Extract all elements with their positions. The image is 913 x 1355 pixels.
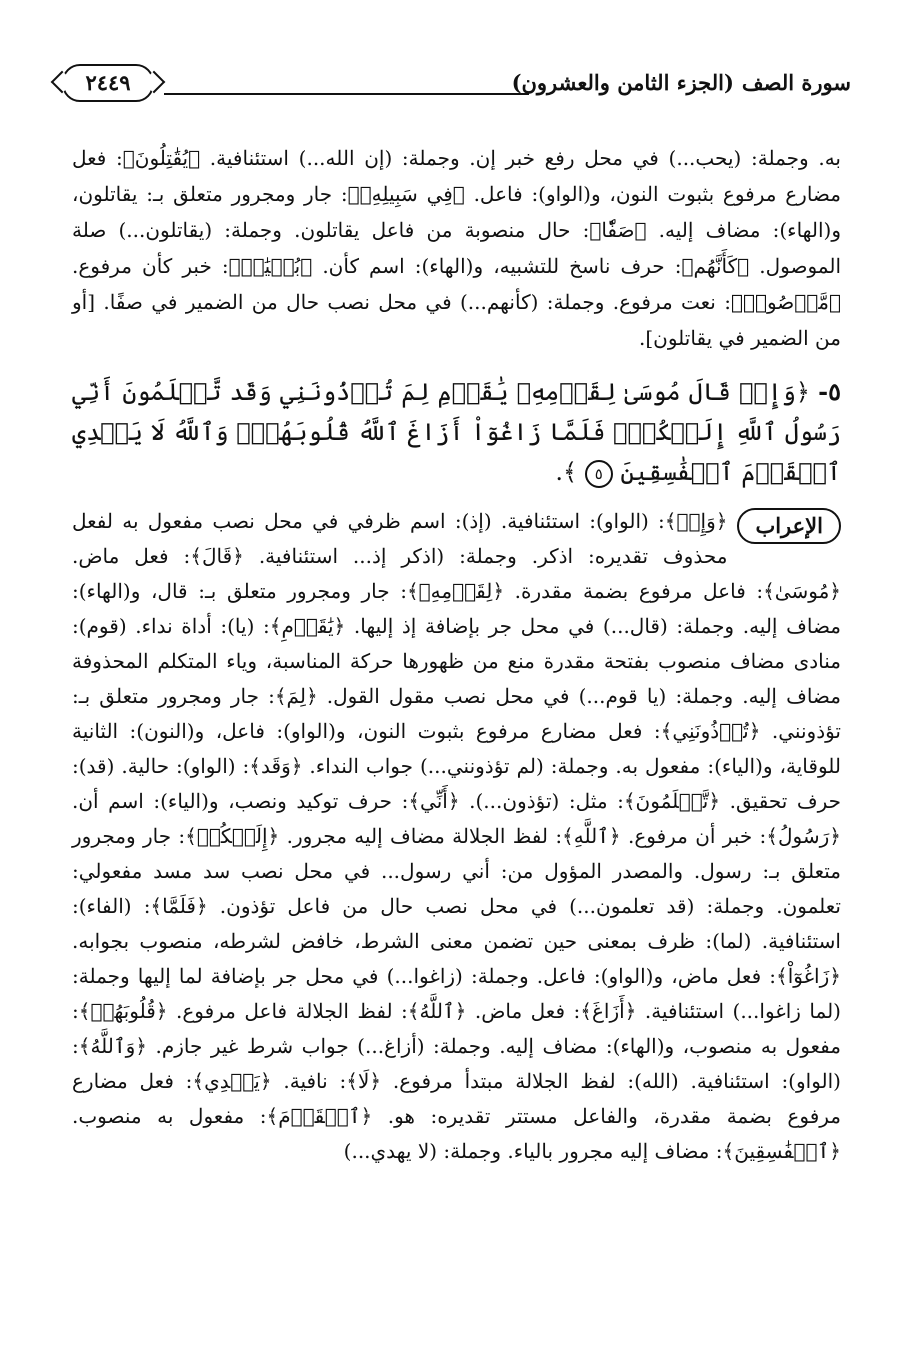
surah-name: سورة الصف xyxy=(741,70,851,95)
irab-label: الإعراب xyxy=(737,508,841,544)
intro-paragraph: به. وجملة: (يحب...) في محل رفع خبر إن. وجملة: (إن الله...) استئنافية. ﴿يُقَٰتِلُونَ﴾: فعل مضارع مرفوع بثبوت النون، و(الواو): فاعل. ﴿فِي سَبِيلِهِۦ﴾: جار ومجرور متعلق بـ: يقاتلون، و(الهاء): مضاف إليه. ﴿صَفّٗا﴾: حال منصوبة من فاعل يقاتلون. وجملة: (يقاتلون...) صلة الموصول. ﴿كَأَنَّهُم﴾: حرف ناسخ للتشبيه، و(الهاء): اسم كأن. ﴿بُنۡيَٰنٞ﴾: خبر كأن مرفوع. ﴿مَّرۡصُوصٞ﴾: نعت مرفوع. وجملة: (كأنهم...) في محل نصب حال من الضمير في صفًا. [أو من الضمير في يقاتلون]. xyxy=(72,146,841,350)
irab-section xyxy=(72,504,841,1169)
verse-number: ٥- xyxy=(818,377,841,406)
ayah-marker: ٥ xyxy=(585,460,613,488)
page-number: ٢٤٤٩ xyxy=(62,64,154,102)
running-title xyxy=(512,70,851,95)
verse-closing: ﴾. xyxy=(555,458,578,486)
header-rule xyxy=(164,93,529,95)
juz-name: (الجزء الثامن والعشرون) xyxy=(511,70,734,95)
quran-verse xyxy=(72,372,841,492)
page-header xyxy=(62,60,851,108)
verse-text: ﴿وَإِذۡ قَالَ مُوسَىٰ لِقَوۡمِهِۦ يَٰقَوۡمِ لِمَ تُؤۡذُونَنِي وَقَد تَّعۡلَمُونَ أَنِّي رَسُولُ ٱللَّهِ إِلَيۡكُمۡۖ فَلَمَّا زَاغُوٓاْ أَزَاغَ ٱللَّهُ قُلُوبَهُمۡۚ وَٱللَّهُ لَا يَهۡدِي ٱلۡقَوۡمَ ٱلۡفَٰسِقِينَ xyxy=(72,378,841,486)
irab-text: ﴿وَإِذۡ﴾: (الواو): استئنافية. (إذ): اسم ظرفي في محل نصب مفعول به لفعل محذوف تقديره: اذكر. وجملة: (اذكر إذ... استئنافية. ﴿قَالَ﴾: فعل ماض. ﴿مُوسَىٰ﴾: فاعل مرفوع بضمة مقدرة. ﴿لِقَوۡمِهِۦ﴾: جار ومجرور متعلق بـ: قال، و(الهاء): مضاف إليه. وجملة: (قال...) في محل جر بإضافة إذ إليها. ﴿يَٰقَوۡمِ﴾: (يا): أداة نداء. (قوم): منادى مضاف منصوب بفتحة مقدرة منع من ظهورها حركة المناسبة، وياء المتكلم المحذوفة مضاف إليه. وجملة: (يا قوم...) في محل نصب مقول القول. ﴿لِمَ﴾: جار ومجرور متعلق بـ: تؤذونني. ﴿تُؤۡذُونَنِي﴾: فعل مضارع مرفوع بثبوت النون، و(الواو): فاعل، و(النون): الثانية للوقاية، و(الياء): مفعول به. وجملة: (لم تؤذونني...) جواب النداء. ﴿وَقَد﴾: (الواو): حالية. (قد): حرف تحقيق. ﴿تَّعۡلَمُونَ﴾: مثل: (تؤذون...). ﴿أَنِّي﴾: حرف توكيد ونصب، و(الياء): اسم أن. ﴿رَسُولُ﴾: خبر أن مرفوع. ﴿ٱللَّهِ﴾: لفظ الجلالة مضاف إليه مجرور. ﴿إِلَيۡكُمۡ﴾: جار ومجرور متعلق بـ: رسول. والمصدر المؤول من: أني رسول... في محل نصب سد مسد مفعولي: تعلمون. وجملة: (قد تعلمون...) في محل نصب حال من فاعل تؤذون. ﴿فَلَمَّا﴾: (الفاء): استئنافية. (لما): ظرف بمعنى حين تضمن معنى الشرط، خافض لشرطه، منصوب بجوابه. ﴿زَاغُوٓاْ﴾: فعل ماض، و(الواو): فاعل. وجملة: (زاغوا...) في محل جر بإضافة لما إليها وجملة: (لما زاغوا...) استئنافية. ﴿أَزَاغَ﴾: فعل ماض. ﴿ٱللَّهُ﴾: لفظ الجلالة فاعل مرفوع. ﴿قُلُوبَهُمۡ﴾: مفعول به منصوب، و(الهاء): مضاف إليه. وجملة: (أزاغ...) جواب شرط غير جازم. ﴿وَٱللَّهُ﴾: (الواو): استئنافية. (الله): لفظ الجلالة مبتدأ مرفوع. ﴿لَا﴾: نافية. ﴿يَهۡدِي﴾: فعل مضارع مرفوع بضمة مقدرة، والفاعل مستتر تقديره: هو. ﴿ٱلۡقَوۡمَ﴾: مفعول به منصوب. ﴿ٱلۡفَٰسِقِينَ﴾: مضاف إليه مجرور بالياء. وجملة: (لا يهدي...) xyxy=(72,509,841,1163)
page-body xyxy=(72,140,841,1169)
